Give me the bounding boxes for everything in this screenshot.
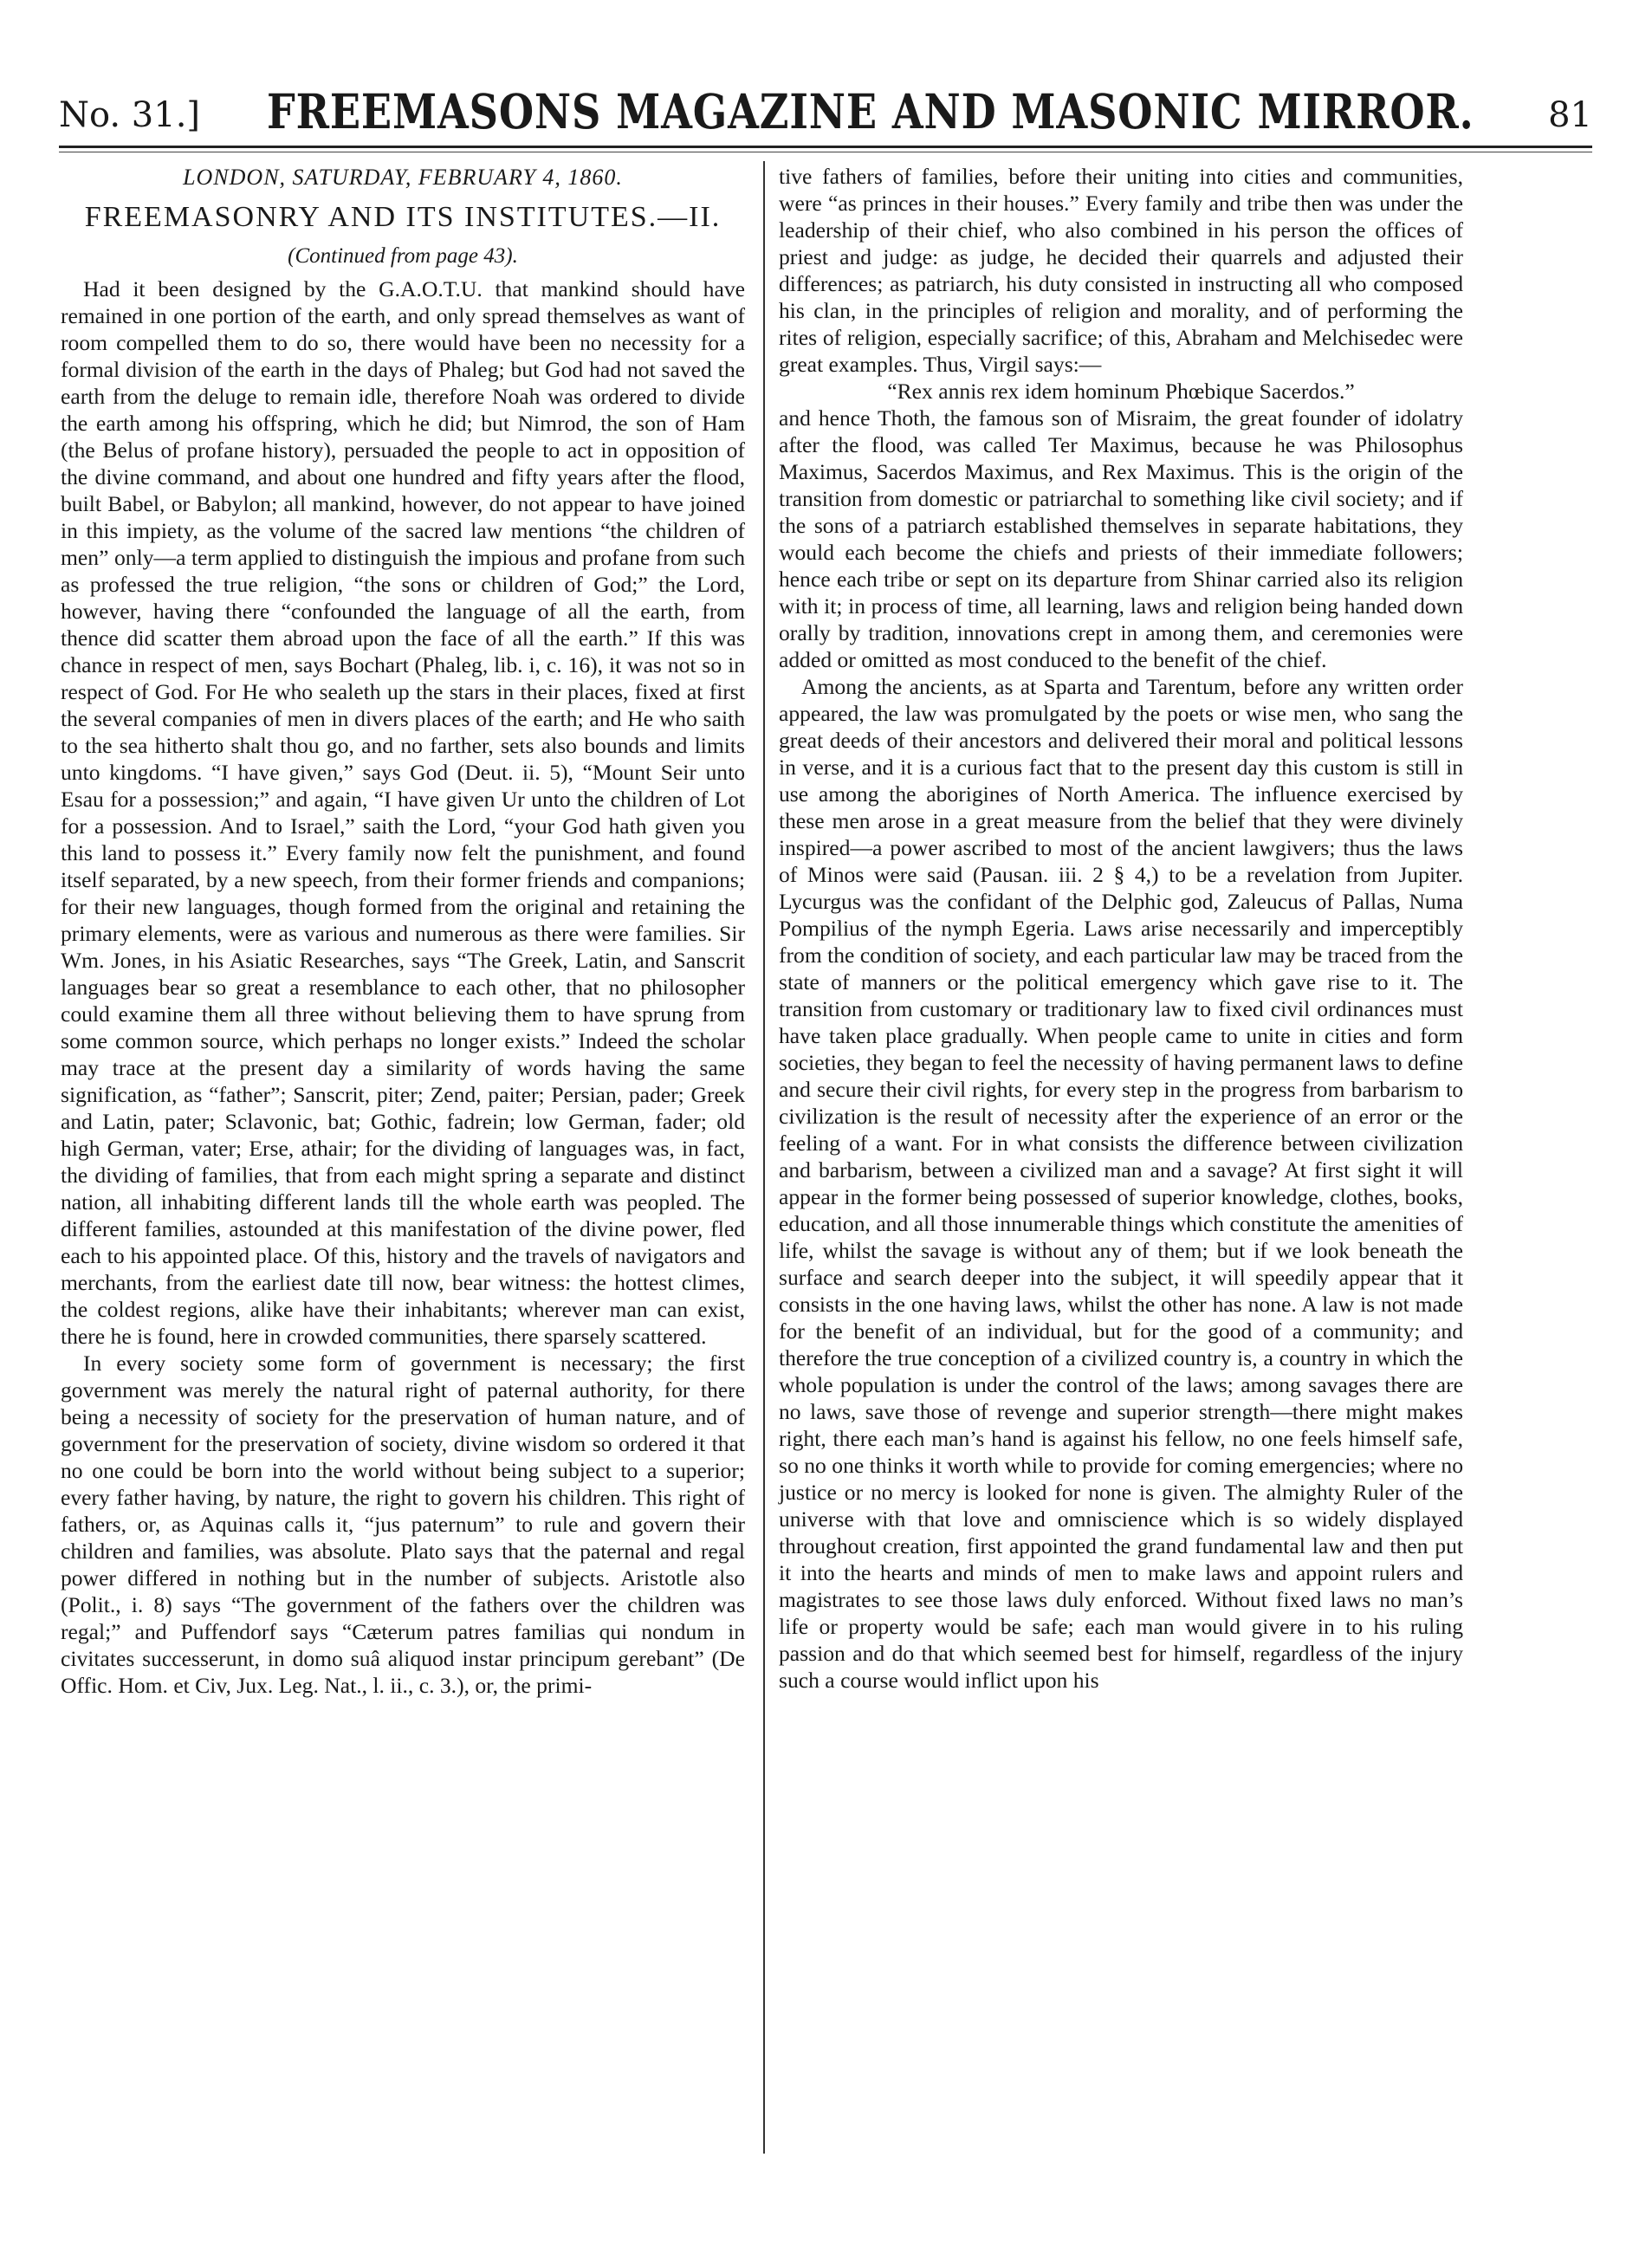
page-number: 81 (1548, 95, 1592, 135)
text-column-right (779, 163, 1463, 1694)
column-divider (763, 161, 765, 2154)
text-column-left (61, 275, 745, 1699)
paragraph: and hence Thoth, the famous son of Misraim, the great founder of idolatry after the flood, was called Ter Maximus, because he was Philosophus Maximus, Sacerdos Maximus, and Rex Maximus. This is the origin of the transition from domestic or patriarchal to something like civil society; and if the sons of a patriarch established themselves in separate habitations, they would each become the chiefs and priests of their immediate followers; hence each tribe or sept on its departure from Shinar carried also its religion with it; in process of time, all learning, laws and religion being handed down orally by tradition, innovations crept in among them, and ceremonies were added or omitted as most conduced to the benefit of the chief. (779, 405, 1463, 672)
verse-quote: “Rex annis rex idem hominum Phœbique Sacerdos.” (887, 379, 1355, 404)
dateline: LONDON, SATURDAY, FEBRUARY 4, 1860. (183, 165, 623, 190)
paragraph: In every society some form of government is necessary; the first government was merely the natural right of paternal authority, for there being a necessity of society for the preservation of human nature, and of government for the preservation of society, divine wisdom so ordered it that no one could be born into the world without being subject to a superior; every father having, by nature, the right to govern his children. This right of fathers, or, as Aquinas calls it, “jus paternum” to rule and govern their children and families, was absolute. Plato says that the paternal and regal power differed in nothing but in the number of subjects. Aristotle also (Polit., i. 8) says “The government of the fathers over the children was regal;” and Puffendorf says “Cæterum patres familias qui nondum in civitates successerunt, in domo suâ aliquod instar principum gerebant” (De Offic. Hom. et Civ, Jux. Leg. Nat., l. ii., c. 3.), or, the primi- (61, 1351, 745, 1698)
paragraph: Had it been designed by the G.A.O.T.U. that mankind should have remained in one portion of the earth, and only spread themselves as want of room compelled them to do so, there would have been no necessity for a formal division of the earth in the days of Phaleg; but God had not saved the earth from the deluge to remain idle, therefore Noah was ordered to divide the earth among his offspring, which he did; but Nimrod, the son of Ham (the Belus of profane history), persuaded the people to act in opposition of the divine command, and about one hundred and fifty years after the flood, built Babel, or Babylon; all mankind, however, do not appear to have joined in this impiety, as the volume of the sacred law mentions “the children of men” only—a term applied to distinguish the impious and profane from such as professed the true religion, “the sons or children of God;” the Lord, however, having there “confounded the language of all the earth, from thence did scatter them abroad upon the face of all the earth.” If this was chance in respect of men, says Bochart (Phaleg, lib. i, c. 16), it was not so in respect of God. For He who sealeth up the stars in their places, fixed at first the several companies of men in divers places of the earth; and He who saith to the sea hitherto shalt thou go, and no farther, sets also bounds and limits unto kingdoms. “I have given,” says God (Deut. ii. 5), “Mount Seir unto Esau for a possession;” and again, “I have given Ur unto the children of Lot for a possession. And to Israel,” saith the Lord, “your God hath given you this land to possess it.” Every family now felt the punishment, and found itself separated, by a new speech, from their former friends and companions; for their new languages, though formed from the original and retaining the primary elements, were as various and numerous as there were families. Sir Wm. Jones, in his Asiatic Researches, says “The Greek, Latin, and Sanscrit languages bear so great a resemblance to each other, that no philosopher could examine them all three without believing them to have sprung from some common source, which perhaps no longer exists.” Indeed the scholar may trace at the present day a similarity of words having the same signification, as “father”; Sanscrit, piter; Zend, paiter; Persian, pader; Greek and Latin, pater; Sclavonic, bat; Gothic, fadrein; low German, fader; old high German, vater; Erse, athair; for the dividing of languages was, in fact, the dividing of families, that from each might spring a separate and distinct nation, all inhabiting different lands till the whole earth was peopled. The different families, astounded at this manifestation of the divine power, fled each to his appointed place. Of this, history and the travels of navigators and merchants, from the earliest date till now, bear witness: the hottest climes, the coldest regions, alike have their inhabitants; wherever man can exist, there he is found, here in crowded communities, there sparsely scattered. (61, 276, 745, 1349)
paragraph: tive fathers of families, before their uniting into cities and communities, were “as princes in their houses.” Every family and tribe then was under the leadership of their chief, who also combined in his person the offices of priest and judge: as judge, he decided their quarrels and adjusted their differences; as patriarch, his duty consisted in instructing all who composed his clan, in the principles of religion and morality, and of performing the rites of religion, especially sacrifice; of this, Abraham and Melchisedec were great examples. Thus, Virgil says:— (779, 164, 1463, 377)
masthead-title: FREEMASONS MAGAZINE AND MASONIC MIRROR. (267, 83, 1474, 139)
article-title: FREEMASONRY AND ITS INSTITUTES.—II. (84, 201, 722, 233)
issue-number: No. 31.] (59, 95, 201, 135)
paragraph: Among the ancients, as at Sparta and Tarentum, before any written order appeared, the law was promulgated by the poets or wise men, who sang the great deeds of their ancestors and delivered their moral and political lessons in verse, and it is a curious fact that to the present day this custom is still in use among the aborigines of North America. The influence exercised by these men arose in a great measure from the belief that they were divinely inspired—a power ascribed to most of the ancient lawgivers; thus the laws of Minos were said (Pausan. iii. 2 § 4,) to be a revelation from Jupiter. Lycurgus was the confidant of the Delphic god, Zaleucus of Pallas, Numa Pompilius of the nymph Egeria. Laws arise necessarily and imperceptibly from the condition of society, and each particular law may be traced from the state of manners or the political emergency which gave rise to it. The transition from customary or traditionary law to fixed civil ordinances must have taken place gradually. When people came to unite in cities and form societies, they began to feel the necessity of having permanent laws to define and secure their civil rights, for every step in the progress from barbarism to civilization is the result of necessity after the experience of an error or the feeling of a want. For in what consists the difference between civilization and barbarism, between a civilized man and a savage? At first sight it will appear in the former being possessed of superior knowledge, clothes, books, education, and all those innumerable things which constitute the amenities of life, whilst the savage is without any of them; but if we look beneath the surface and search deeper into the subject, it will speedily appear that it consists in the one having laws, whilst the other has none. A law is not made for the benefit of an individual, but for the good of a community; and therefore the true conception of a civilized country is, a country in which the whole population is under the control of the laws; among savages there are no laws, save those of revenge and superior strength—there might makes right, there each man’s hand is against his fellow, no one feels himself safe, so no one thinks it worth while to provide for coming emergencies; where no justice or no mercy is looked for none is given. The almighty Ruler of the universe with that love and omniscience which is so widely displayed throughout creation, first appointed the grand fundamental law and then put it into the hearts and minds of men to make laws and appoint rulers and magistrates to see those laws duly enforced. Without fixed laws no man’s life or property would be safe; each man would givere in to his ruling passion and do that which seemed best for himself, regardless of the injury such a course would inflict upon his (779, 674, 1464, 1693)
page-header (59, 80, 1592, 142)
header-rule (59, 146, 1592, 148)
continued-note: (Continued from page 43). (288, 244, 518, 268)
